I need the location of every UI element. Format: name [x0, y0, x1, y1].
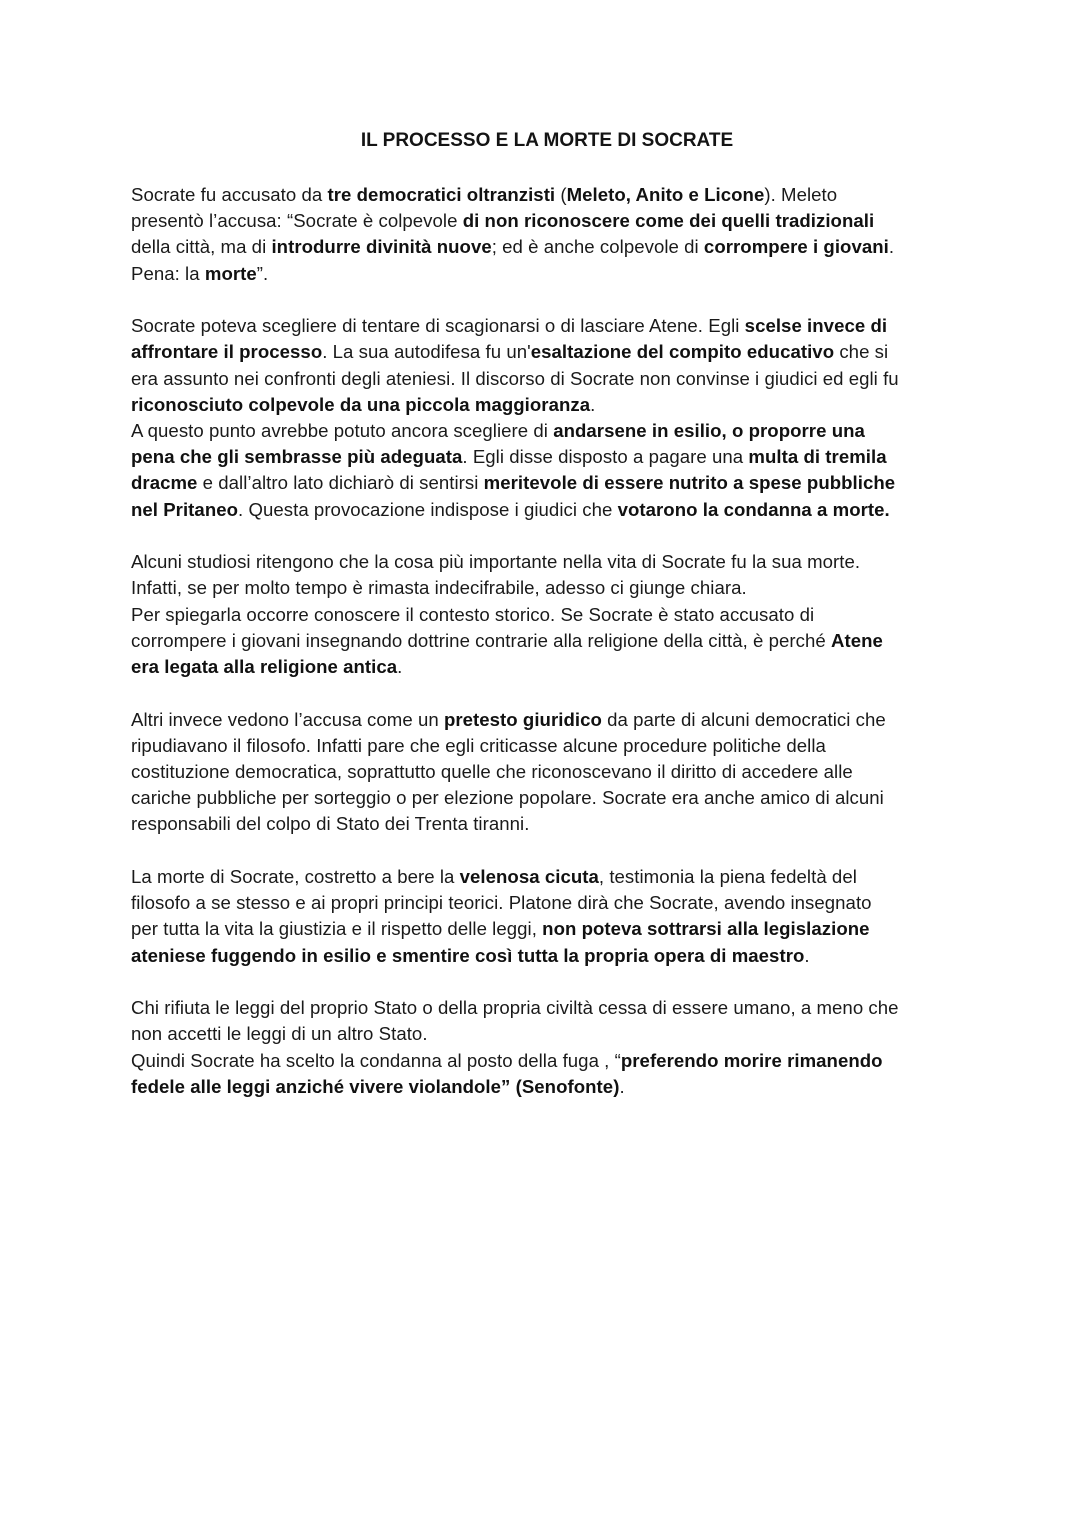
text-line [131, 1021, 961, 1047]
bold-text: multa di tremila [748, 446, 887, 468]
text-line [131, 654, 961, 680]
text-run: responsabili del colpo di Stato dei Trenta tiranni. [131, 813, 530, 835]
bold-text: riconosciuto colpevole da una piccola maggioranza [131, 393, 591, 415]
text-run: per tutta la vita la giustizia e il rispetto delle leggi, [131, 918, 543, 940]
text-run: La morte di Socrate, costretto a bere la [131, 866, 460, 888]
text-line [131, 707, 961, 733]
bold-text: velenosa cicuta [459, 866, 599, 888]
bold-text: tre democratici oltranzisti [327, 184, 556, 205]
text-run: . [619, 1075, 625, 1097]
text-run: . [590, 393, 596, 415]
text-line [131, 444, 961, 470]
text-line [131, 313, 961, 339]
bold-text: morte [204, 262, 257, 284]
text-line [131, 418, 961, 444]
text-line [131, 549, 961, 575]
text-run: ripudiavano il filosofo. Infatti pare che egli criticasse alcune procedure politiche della [131, 734, 826, 756]
paragraph [131, 995, 961, 1100]
bold-text: fedele alle leggi anziché vivere violandole” (Senofonte) [131, 1075, 620, 1097]
bold-text: scelse invece di [744, 315, 888, 337]
bold-text: votarono la condanna a morte. [617, 498, 890, 520]
text-line [131, 602, 961, 628]
bold-text: esaltazione del compito educativo [530, 341, 835, 363]
text-line [131, 392, 961, 418]
text-run: Socrate poteva scegliere di tentare di scagionarsi o di lasciare Atene. Egli [131, 315, 745, 337]
text-line [131, 261, 961, 287]
text-line [131, 943, 961, 969]
bold-text: pretesto giuridico [443, 708, 602, 730]
paragraph [131, 864, 961, 969]
text-run: Infatti, se per molto tempo è rimasta indecifrabile, adesso ci giunge chiara. [131, 577, 747, 599]
text-run: . Egli disse disposto a pagare una [462, 446, 749, 468]
text-run: presentò l’accusa: “Socrate è colpevole [131, 210, 463, 232]
text-run: da parte di alcuni democratici che [601, 708, 886, 730]
text-run: ). Meleto [764, 184, 838, 205]
bold-text: nel Pritaneo [131, 498, 239, 520]
text-line [131, 366, 961, 392]
text-line [131, 628, 961, 654]
paragraph [131, 182, 961, 287]
text-line [131, 890, 961, 916]
text-run: . Questa provocazione indispose i giudici che [238, 498, 618, 520]
text-run: costituzione democratica, soprattutto quelle che riconoscevano il diritto di accedere alle [131, 761, 853, 783]
text-run: Alcuni studiosi ritengono che la cosa più importante nella vita di Socrate fu la sua morte. [131, 551, 861, 573]
text-run: . [804, 944, 810, 966]
text-line [131, 497, 961, 523]
text-line [131, 995, 961, 1021]
text-run: . [888, 236, 895, 258]
bold-text: affrontare il processo [131, 341, 323, 363]
text-run: Pena: la [131, 262, 205, 284]
document-title: IL PROCESSO E LA MORTE DI SOCRATE [360, 130, 734, 151]
bold-text: meritevole di essere nutrito a spese pubbliche [483, 472, 896, 494]
text-line [131, 182, 961, 208]
text-run: filosofo a se stesso e ai propri principi teorici. Platone dirà che Socrate, avendo insegnato [131, 892, 872, 914]
bold-text: era legata alla religione antica [131, 656, 398, 678]
text-run: . [397, 656, 403, 678]
text-run: e dall’altro lato dichiarò di sentirsi [197, 472, 484, 494]
bold-text: corrompere i giovani [703, 236, 889, 258]
text-run: , testimonia la piena fedeltà del [598, 866, 857, 888]
text-line [131, 1048, 961, 1074]
text-run: Chi rifiuta le leggi del proprio Stato o della propria civiltà cessa di essere umano, a meno che [131, 997, 899, 1019]
text-run: cariche pubbliche per sorteggio o per elezione popolare. Socrate era anche amico di alcuni [131, 787, 884, 809]
bold-text: ateniese fuggendo in esilio e smentire così tutta la propria opera di maestro [131, 944, 805, 966]
paragraph [131, 549, 961, 680]
text-line [131, 759, 961, 785]
text-line [131, 339, 961, 365]
text-run: A questo punto avrebbe potuto ancora scegliere di [131, 420, 554, 442]
text-run: Quindi Socrate ha scelto la condanna al posto della fuga , “ [131, 1049, 621, 1071]
document-body [131, 182, 961, 1100]
bold-text: introdurre divinità nuove [271, 236, 492, 258]
text-run: Altri invece vedono l’accusa come un [131, 708, 444, 730]
text-run: corrompere i giovani insegnando dottrine contrarie alla religione della città, è perché [131, 629, 832, 651]
bold-text: preferendo morire rimanendo [620, 1049, 883, 1071]
bold-text: non poteva sottrarsi alla legislazione [542, 918, 870, 940]
text-run: che si [834, 341, 889, 363]
bold-text: Atene [831, 629, 883, 651]
paragraph [131, 707, 961, 838]
bold-text: Meleto, Anito e Licone [566, 184, 765, 205]
paragraph [131, 313, 961, 523]
text-line [131, 785, 961, 811]
text-line [131, 575, 961, 601]
text-line [131, 208, 961, 234]
text-run: . La sua autodifesa fu un' [322, 341, 531, 363]
text-run: ( [555, 184, 567, 205]
text-run: Socrate fu accusato da [131, 184, 328, 205]
text-run: era assunto nei confronti degli ateniesi. Il discorso di Socrate non convinse i giudici ed egli fu [131, 367, 899, 389]
text-run: Per spiegarla occorre conoscere il contesto storico. Se Socrate è stato accusato di [131, 603, 815, 625]
text-run: ”. [256, 262, 269, 284]
text-run: ; ed è anche colpevole di [491, 236, 704, 258]
bold-text: di non riconoscere come dei quelli tradizionali [462, 210, 875, 232]
bold-text: pena che gli sembrasse più adeguata [131, 446, 463, 468]
text-line [131, 234, 961, 260]
text-run: non accetti le leggi di un altro Stato. [131, 1023, 428, 1045]
text-line [131, 470, 961, 496]
bold-text: andarsene in esilio, o proporre una [553, 420, 865, 442]
document-page [131, 128, 961, 1126]
text-line [131, 811, 961, 837]
bold-text: dracme [131, 472, 198, 494]
text-line [131, 916, 961, 942]
text-line [131, 1074, 961, 1100]
text-run: della città, ma di [131, 236, 272, 258]
text-line [131, 733, 961, 759]
text-line [131, 864, 961, 890]
